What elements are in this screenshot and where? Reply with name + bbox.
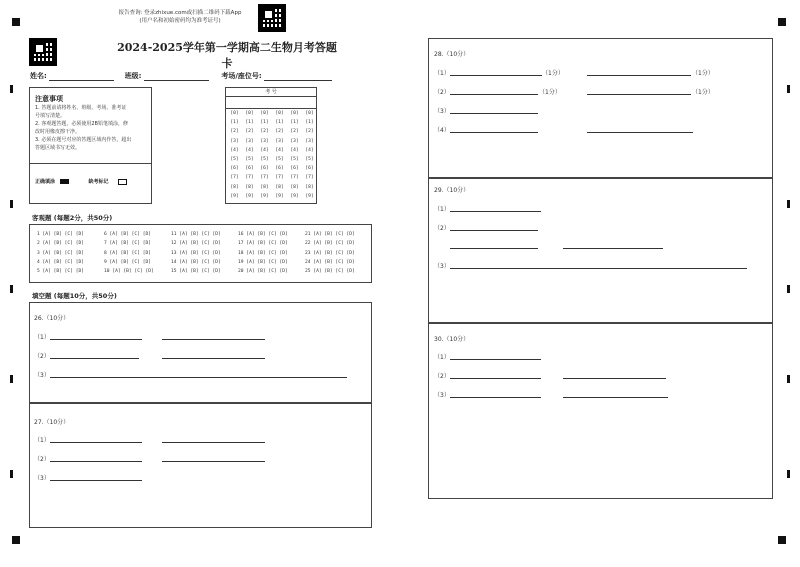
objective-heading: 客观题 (每题2分，共50分) xyxy=(32,214,113,222)
mc-question[interactable]: 25 [A] [B] [C] [D] xyxy=(305,269,355,275)
timing-mark xyxy=(787,85,790,93)
question-27-title: 27.（10分） xyxy=(34,419,70,426)
registration-mark xyxy=(12,18,20,26)
divider xyxy=(30,163,151,164)
timing-mark xyxy=(10,200,13,208)
registration-mark xyxy=(778,536,786,544)
answer-line[interactable] xyxy=(450,132,538,133)
answer-line[interactable] xyxy=(50,339,142,340)
sub-question-label: （2） xyxy=(34,456,50,463)
report-notice-line: 报告查询: 登录zhixue.com或扫描二维码下载App xyxy=(118,10,242,16)
report-notice xyxy=(105,9,255,25)
mc-question[interactable]: 6 [A] [B] [C] [D] xyxy=(104,232,152,237)
points-label: （1分） xyxy=(542,70,564,77)
answer-line[interactable] xyxy=(450,94,538,95)
answer-line[interactable] xyxy=(563,248,663,249)
answer-line[interactable] xyxy=(50,377,347,378)
objective-grid xyxy=(37,232,365,278)
page-title: 2024-2025学年第一学期高二生物月考答题卡 xyxy=(117,41,337,70)
sub-question-label: （1） xyxy=(34,437,50,444)
objective-box xyxy=(29,224,372,283)
sub-question-label: （1） xyxy=(434,206,450,213)
mc-question[interactable]: 4 [A] [B] [C] [D] xyxy=(37,259,85,265)
mc-question[interactable]: 2 [A] [B] [C] [D] xyxy=(37,241,85,247)
mc-question[interactable]: 3 [A] [B] [C] [D] xyxy=(37,250,85,256)
answer-line[interactable] xyxy=(450,230,538,231)
mc-question[interactable]: 5 [A] [B] [C] [D] xyxy=(37,269,85,275)
sub-question-label: （3） xyxy=(434,392,450,399)
objective-row xyxy=(37,269,365,278)
sub-question-label: （3） xyxy=(34,372,50,379)
notes-box xyxy=(29,87,152,204)
absent-checkbox[interactable] xyxy=(118,179,127,185)
filled-box-icon xyxy=(60,179,69,184)
timing-mark xyxy=(787,470,790,478)
qr-code xyxy=(29,38,57,66)
question-29-box xyxy=(428,178,773,323)
report-notice-line: (用户名和初始密码均为准考证号) xyxy=(139,18,221,24)
sub-question-label: （4） xyxy=(434,127,450,134)
notes-text xyxy=(35,104,150,152)
fill-legend xyxy=(35,178,127,185)
mc-question[interactable]: 16 [A] [B] [C] [D] xyxy=(238,232,288,237)
mc-question[interactable]: 19 [A] [B] [C] [D] xyxy=(238,259,288,265)
answer-line[interactable] xyxy=(50,358,139,359)
mc-question[interactable]: 24 [A] [B] [C] [D] xyxy=(305,259,355,265)
student-info-row xyxy=(30,71,370,81)
answer-line[interactable] xyxy=(162,339,265,340)
notes-line: 2. 客观题答题，必须使用2B铅笔填涂，修 xyxy=(35,121,128,127)
answer-line[interactable] xyxy=(563,378,666,379)
points-label: （1分） xyxy=(692,89,714,96)
answer-line[interactable] xyxy=(587,132,693,133)
mc-question[interactable]: 18 [A] [B] [C] [D] xyxy=(238,250,288,256)
mc-question[interactable]: 10 [A] [B] [C] [D] xyxy=(104,269,154,275)
sub-question-label: （1） xyxy=(434,354,450,361)
mc-question[interactable]: 14 [A] [B] [C] [D] xyxy=(171,259,221,265)
answer-line[interactable] xyxy=(50,461,142,462)
fill-heading: 填空题 (每题10分，共50分) xyxy=(32,292,117,300)
class-label: 班级: xyxy=(124,72,142,80)
question-29-title: 29.（10分） xyxy=(434,187,470,194)
sub-question-label: （2） xyxy=(34,353,50,360)
objective-row xyxy=(37,260,365,269)
timing-mark xyxy=(10,470,13,478)
notes-line: 3. 必须在题号对应的答题区域内作答，超出 xyxy=(35,137,132,143)
mc-question[interactable]: 15 [A] [B] [C] [D] xyxy=(171,269,221,275)
answer-line[interactable] xyxy=(162,358,265,359)
objective-row xyxy=(37,251,365,260)
sub-question-label: （3） xyxy=(34,475,50,482)
name-label: 姓名: xyxy=(30,72,47,80)
question-28-title: 28.（10分） xyxy=(434,51,470,58)
answer-line[interactable] xyxy=(450,211,541,212)
mc-question[interactable]: 20 [A] [B] [C] [D] xyxy=(238,269,288,275)
answer-line[interactable] xyxy=(450,359,541,360)
exam-id-column[interactable]: [0] [1] [2] [3] [4] [5] [6] [7] [8] [9] xyxy=(260,111,269,199)
answer-line[interactable] xyxy=(50,480,142,481)
notes-line: 号填写清楚。 xyxy=(35,113,66,119)
sub-question-label: （2） xyxy=(434,225,450,232)
objective-row xyxy=(37,232,365,241)
question-30-box xyxy=(428,323,773,499)
registration-mark xyxy=(778,18,786,26)
answer-line[interactable] xyxy=(450,75,542,76)
answer-line[interactable] xyxy=(162,461,265,462)
timing-mark xyxy=(10,375,13,383)
mc-question[interactable]: 12 [A] [B] [C] [D] xyxy=(171,241,221,247)
mc-question[interactable]: 9 [A] [B] [C] [D] xyxy=(104,259,152,265)
notes-line: 1. 答题前请将姓名、班级、考场、准考证 xyxy=(35,105,127,111)
exam-id-write-row[interactable] xyxy=(226,97,316,109)
room-label: 考场/座位号: xyxy=(221,72,262,80)
exam-id-column[interactable]: [0] [1] [2] [3] [4] [5] [6] [7] [8] [9] xyxy=(230,111,239,199)
answer-line[interactable] xyxy=(563,397,668,398)
class-field[interactable] xyxy=(144,73,209,81)
timing-mark xyxy=(787,285,790,293)
mc-question[interactable]: 11 [A] [B] [C] [D] xyxy=(171,232,221,237)
notes-line: 改时用橡皮擦干净。 xyxy=(35,129,81,135)
exam-id-column[interactable]: [0] [1] [2] [3] [4] [5] [6] [7] [8] [9] xyxy=(245,111,254,199)
notes-line: 答题区域书写无效。 xyxy=(35,145,81,151)
answer-line[interactable] xyxy=(587,94,691,95)
mc-question[interactable]: 13 [A] [B] [C] [D] xyxy=(171,250,221,256)
mc-question[interactable]: 8 [A] [B] [C] [D] xyxy=(104,250,152,256)
question-26-box xyxy=(29,302,372,403)
name-field[interactable] xyxy=(49,73,114,81)
exam-id-grid xyxy=(225,87,317,204)
question-30-title: 30.（10分） xyxy=(434,336,470,343)
mc-question[interactable]: 21 [A] [B] [C] [D] xyxy=(305,232,355,237)
exam-id-column[interactable]: [0] [1] [2] [3] [4] [5] [6] [7] [8] [9] xyxy=(275,111,284,199)
answer-line[interactable] xyxy=(450,248,538,249)
mc-question[interactable]: 1 [A] [B] [C] [D] xyxy=(37,232,85,237)
notes-heading: 注意事项 xyxy=(35,95,63,103)
correct-fill-label: 正确填涂 xyxy=(35,179,56,185)
timing-mark xyxy=(787,200,790,208)
question-26-title: 26.（10分） xyxy=(34,315,70,322)
registration-mark xyxy=(12,536,20,544)
timing-mark xyxy=(10,285,13,293)
sub-question-label: （1） xyxy=(34,334,50,341)
answer-line[interactable] xyxy=(50,442,142,443)
question-28-box xyxy=(428,38,773,178)
question-27-box xyxy=(29,403,372,528)
sub-question-label: （2） xyxy=(434,373,450,380)
answer-line[interactable] xyxy=(450,113,538,114)
answer-line[interactable] xyxy=(587,75,691,76)
mc-question[interactable]: 17 [A] [B] [C] [D] xyxy=(238,241,288,247)
answer-line[interactable] xyxy=(450,378,541,379)
exam-id-column[interactable]: [0] [1] [2] [3] [4] [5] [6] [7] [8] [9] xyxy=(305,111,314,199)
mc-question[interactable]: 7 [A] [B] [C] [D] xyxy=(104,241,152,247)
qr-code xyxy=(258,4,286,32)
points-label: （1分） xyxy=(692,70,714,77)
answer-line[interactable] xyxy=(162,442,265,443)
timing-mark xyxy=(787,375,790,383)
exam-id-label: 考 号 xyxy=(226,88,316,97)
answer-line[interactable] xyxy=(450,397,541,398)
mc-question[interactable]: 22 [A] [B] [C] [D] xyxy=(305,241,355,247)
room-field[interactable] xyxy=(264,73,332,81)
answer-line[interactable] xyxy=(450,268,747,269)
sub-question-label: （3） xyxy=(434,108,450,115)
mc-question[interactable]: 23 [A] [B] [C] [D] xyxy=(305,250,355,256)
exam-id-column[interactable]: [0] [1] [2] [3] [4] [5] [6] [7] [8] [9] xyxy=(290,111,299,199)
absent-mark-label: 缺考标记 xyxy=(88,179,109,185)
objective-row xyxy=(37,241,365,250)
points-label: （1分） xyxy=(539,89,561,96)
sub-question-label: （2） xyxy=(434,89,450,96)
sub-question-label: （3） xyxy=(434,263,450,270)
timing-mark xyxy=(10,85,13,93)
sub-question-label: （1） xyxy=(434,70,450,77)
